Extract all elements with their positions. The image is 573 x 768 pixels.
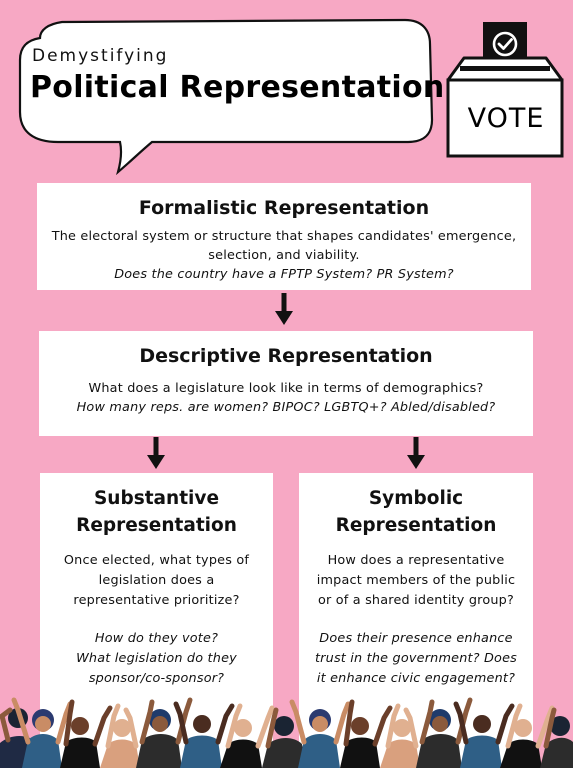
arrow-down-icon (274, 293, 294, 327)
substantive-heading (40, 485, 273, 539)
arrow-down-icon (146, 437, 166, 471)
substantive-heading-line2: Representation (76, 515, 237, 536)
descriptive-card (39, 331, 533, 436)
substantive-heading-line1: Substantive (93, 488, 220, 509)
symbolic-q1: Does their presence enhance (319, 631, 513, 646)
descriptive-heading: Descriptive Representation (139, 345, 433, 367)
symbolic-heading (299, 485, 533, 539)
descriptive-line1: What does a legislature look like in terms of demographics? (88, 381, 484, 396)
substantive-body3: representative prioritize? (73, 593, 240, 608)
formalistic-line2: selection, and viability. (208, 248, 360, 263)
formalistic-heading: Formalistic Representation (138, 197, 430, 219)
crowd-person (292, 702, 348, 768)
symbolic-q2: trust in the government? Does (314, 651, 518, 666)
substantive-body1: Once elected, what types of (63, 553, 250, 568)
crowd-person (540, 710, 573, 768)
symbolic-body3: or of a shared identity group? (318, 593, 514, 608)
arrow-down-icon (406, 437, 426, 471)
formalistic-line1: The electoral system or structure that shapes candidates' emergence, (51, 229, 517, 244)
ballot-box-icon (440, 18, 570, 163)
formalistic-card (37, 183, 531, 290)
page-title: Political Representation (30, 70, 445, 105)
symbolic-body2: impact members of the public (316, 573, 516, 588)
symbolic-heading-line1: Symbolic (368, 488, 464, 509)
symbolic-body1: How does a representative (327, 553, 505, 568)
substantive-q1: How do they vote? (94, 631, 219, 646)
formalistic-question: Does the country have a FPTP System? PR System? (114, 267, 454, 282)
symbolic-heading-line2: Representation (335, 515, 497, 536)
crowd-illustration (0, 688, 573, 768)
substantive-q2: What legislation do they (76, 651, 237, 666)
header-kicker: Demystifying (32, 46, 169, 66)
symbolic-q3: it enhance civic engagement? (316, 671, 516, 686)
substantive-body2: legislation does a (98, 573, 215, 588)
descriptive-question: How many reps. are women? BIPOC? LGBTQ+? Abled/disabled? (76, 400, 496, 415)
substantive-q3: sponsor/co-sponsor? (88, 671, 225, 686)
vote-label: VOTE (467, 103, 545, 134)
